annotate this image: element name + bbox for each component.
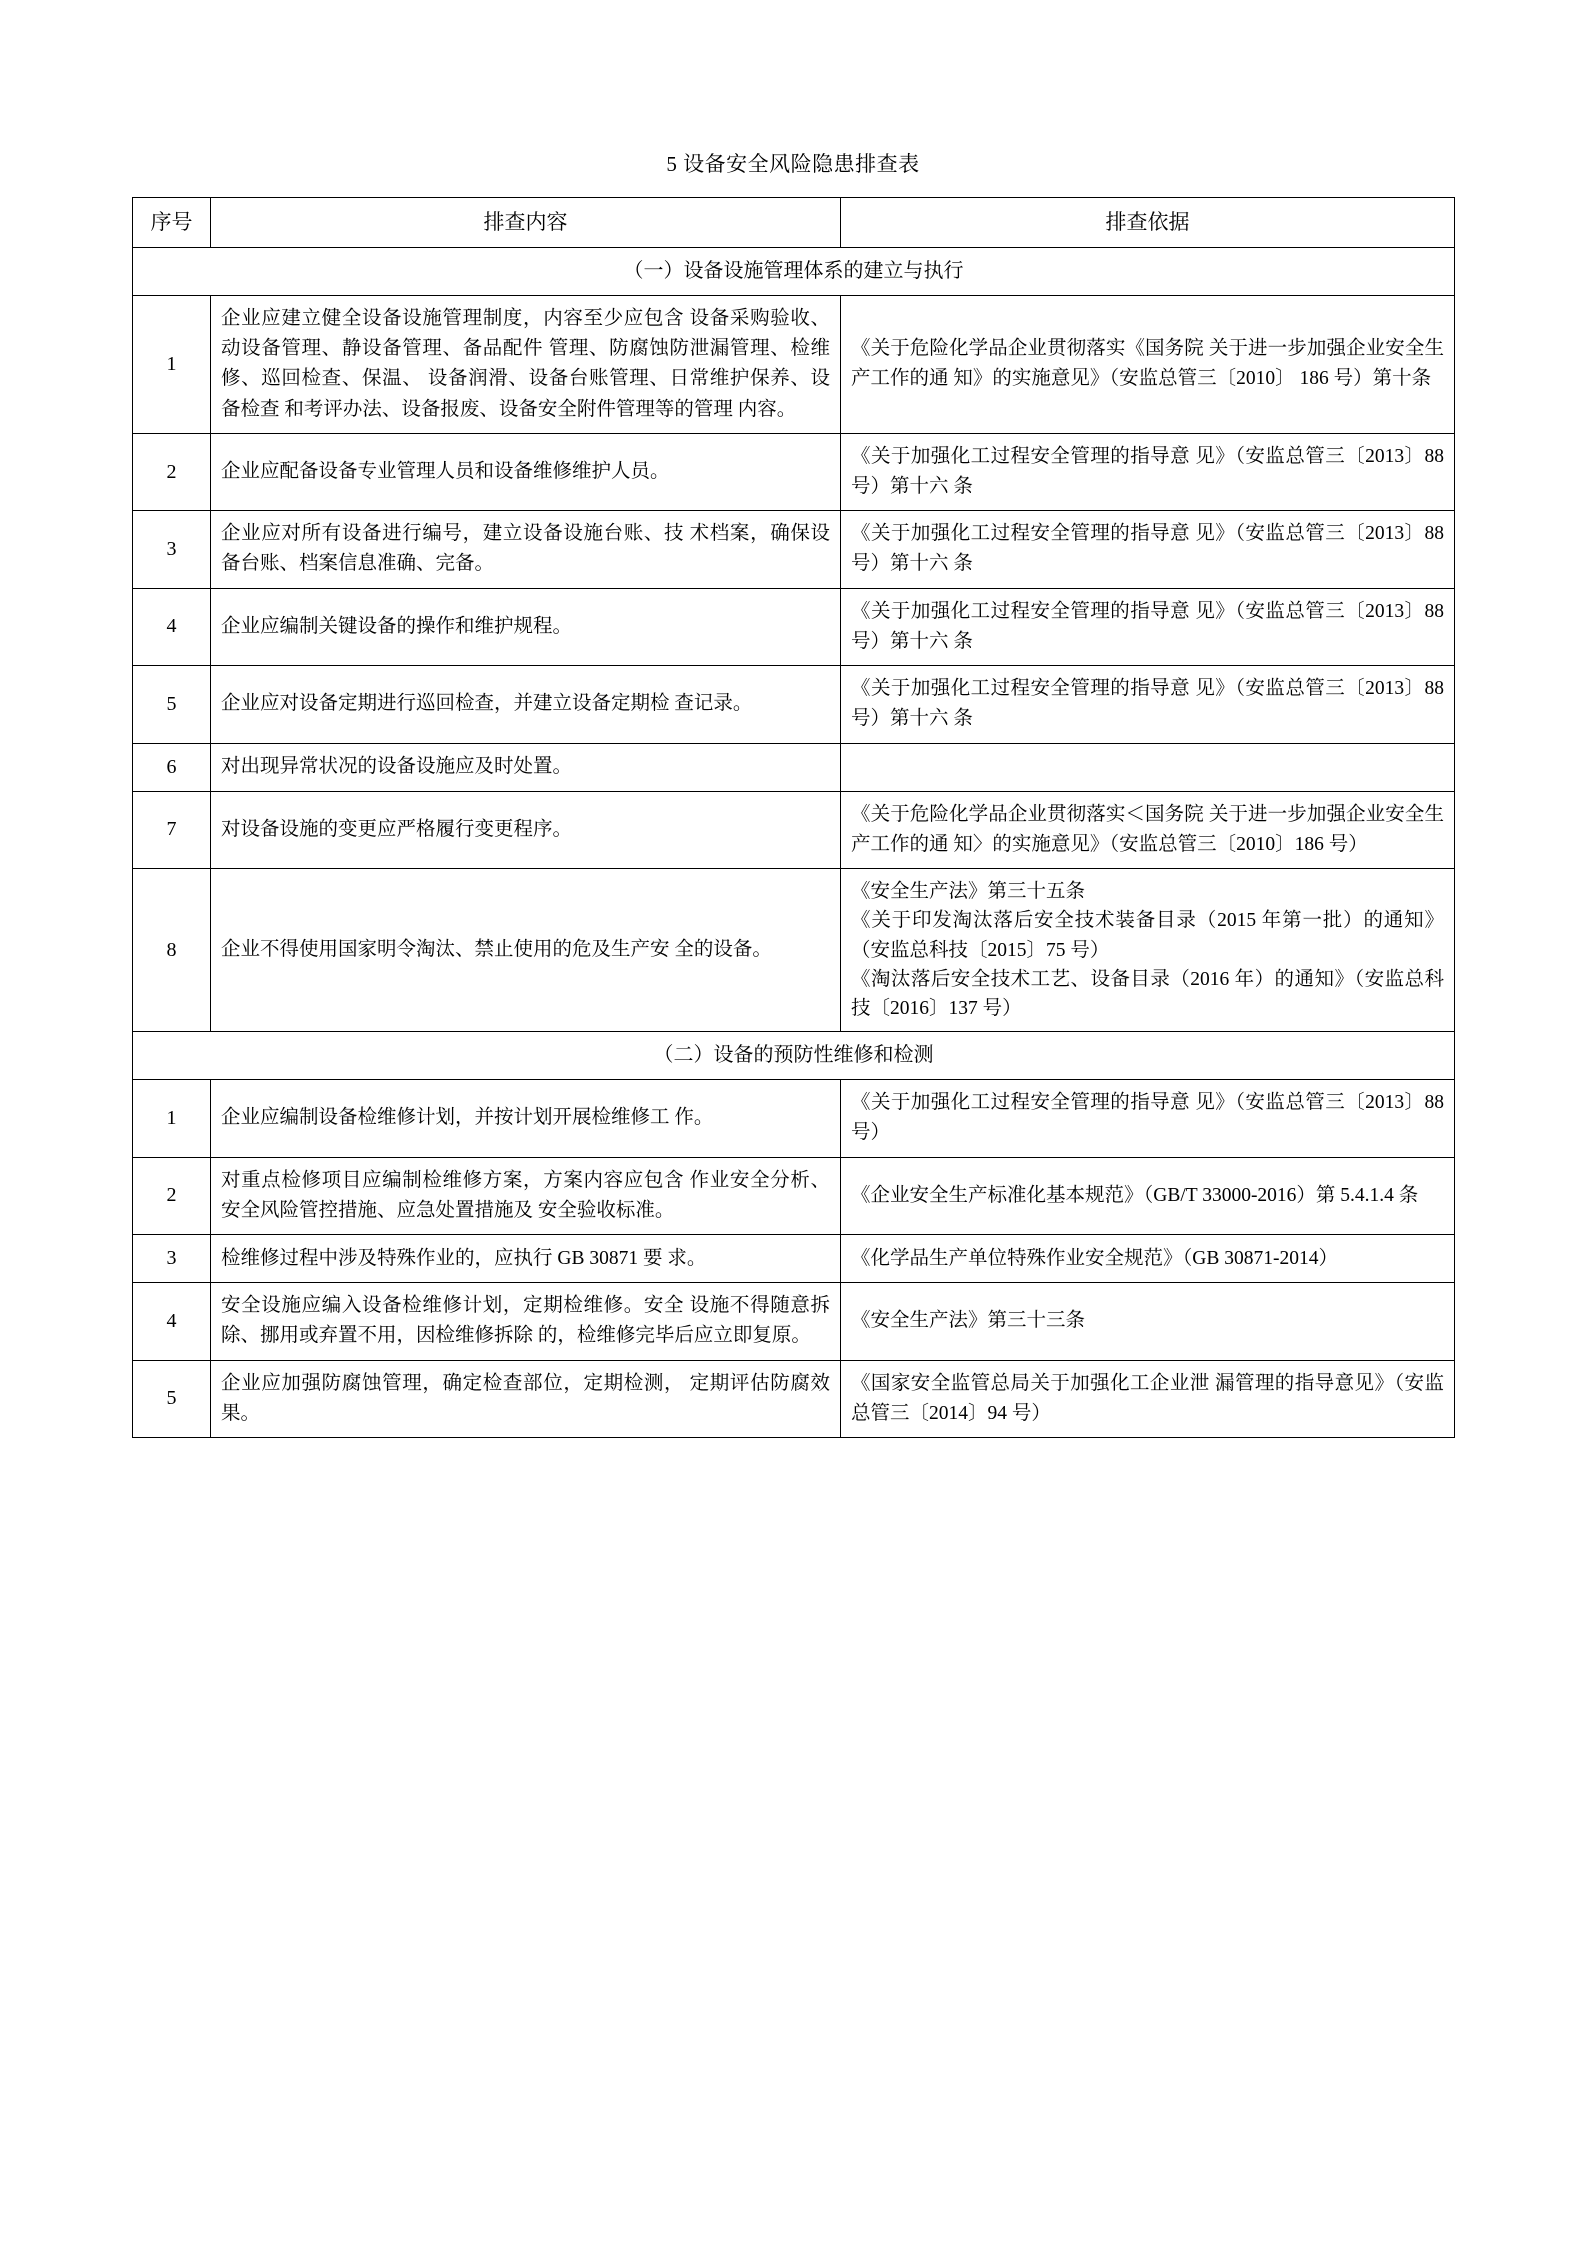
table-row <box>133 666 1455 743</box>
table-row <box>133 588 1455 665</box>
basis-line: 《淘汰落后安全技术工艺、设备目录（2016 年）的通知》（安监总科技〔2016〕137 号） <box>851 968 1444 1019</box>
row-no: 6 <box>133 743 211 791</box>
row-no: 5 <box>133 666 211 743</box>
row-basis: 《关于加强化工过程安全管理的指导意 见》（安监总管三〔2013〕88 号） <box>841 1080 1455 1157</box>
row-content: 检维修过程中涉及特殊作业的，应执行 GB 30871 要 求。 <box>211 1235 841 1283</box>
row-basis: 《关于加强化工过程安全管理的指导意 见》（安监总管三〔2013〕88 号）第十六 条 <box>841 433 1455 510</box>
row-no: 5 <box>133 1360 211 1437</box>
section-heading: （一）设备设施管理体系的建立与执行 <box>133 247 1455 295</box>
table-row <box>133 295 1455 433</box>
section-heading-row <box>133 1032 1455 1080</box>
section-heading-row <box>133 247 1455 295</box>
row-content: 企业应建立健全设备设施管理制度，内容至少应包含 设备采购验收、动设备管理、静设备管理、备品配件 管理、防腐蚀防泄漏管理、检维修、巡回检查、保温、 设备润滑、设备台账管理、日常维护保养、设备检查 和考评办法、设备报废、设备安全附件管理等的管理 内容。 <box>211 295 841 433</box>
row-basis: 《国家安全监管总局关于加强化工企业泄 漏管理的指导意见》（安监总管三〔2014〕94 号） <box>841 1360 1455 1437</box>
row-content: 企业应配备设备专业管理人员和设备维修维护人员。 <box>211 433 841 510</box>
row-basis: 《安全生产法》第三十三条 <box>841 1283 1455 1360</box>
row-no: 8 <box>133 869 211 1032</box>
basis-line: 《关于印发淘汰落后安全技术装备目录（2015 年第一批）的通知》（安监总科技〔2015〕75 号） <box>851 910 1444 961</box>
table-row <box>133 743 1455 791</box>
table-row <box>133 1283 1455 1360</box>
risk-checklist-table <box>132 197 1455 1438</box>
column-header-no: 序号 <box>133 198 211 248</box>
row-content: 对出现异常状况的设备设施应及时处置。 <box>211 743 841 791</box>
table-row <box>133 1157 1455 1234</box>
row-basis: 《企业安全生产标准化基本规范》（GB/T 33000-2016）第 5.4.1.4 条 <box>841 1157 1455 1234</box>
table-row <box>133 1080 1455 1157</box>
table-row <box>133 869 1455 1032</box>
table-row <box>133 1360 1455 1437</box>
column-header-basis: 排查依据 <box>841 198 1455 248</box>
basis-line: 《安全生产法》第三十五条 <box>851 881 1086 902</box>
row-content: 安全设施应编入设备检维修计划，定期检维修。安全 设施不得随意拆除、挪用或弃置不用，因检维修拆除 的，检维修完毕后应立即复原。 <box>211 1283 841 1360</box>
table-row <box>133 433 1455 510</box>
row-no: 3 <box>133 511 211 588</box>
row-basis <box>841 743 1455 791</box>
row-content: 对重点检修项目应编制检维修方案，方案内容应包含 作业安全分析、安全风险管控措施、应急处置措施及 安全验收标准。 <box>211 1157 841 1234</box>
row-no: 2 <box>133 433 211 510</box>
row-content: 企业应对设备定期进行巡回检查，并建立设备定期检 查记录。 <box>211 666 841 743</box>
row-basis: 《关于危险化学品企业贯彻落实＜国务院 关于进一步加强企业安全生产工作的通 知〉的实施意见》（安监总管三〔2010〕186 号） <box>841 791 1455 868</box>
row-basis: 《关于加强化工过程安全管理的指导意 见》（安监总管三〔2013〕88 号）第十六 条 <box>841 666 1455 743</box>
row-content: 企业应加强防腐蚀管理，确定检查部位，定期检测， 定期评估防腐效果。 <box>211 1360 841 1437</box>
row-no: 2 <box>133 1157 211 1234</box>
table-header-row <box>133 198 1455 248</box>
row-no: 7 <box>133 791 211 868</box>
row-no: 4 <box>133 588 211 665</box>
row-basis: 《化学品生产单位特殊作业安全规范》（GB 30871-2014） <box>841 1235 1455 1283</box>
row-basis <box>841 869 1455 1032</box>
row-no: 3 <box>133 1235 211 1283</box>
row-content: 企业应编制关键设备的操作和维护规程。 <box>211 588 841 665</box>
row-basis: 《关于危险化学品企业贯彻落实《国务院 关于进一步加强企业安全生产工作的通 知》的实施意见》（安监总管三〔2010〕 186 号）第十条 <box>841 295 1455 433</box>
row-content: 企业不得使用国家明令淘汰、禁止使用的危及生产安 全的设备。 <box>211 869 841 1032</box>
row-content: 企业应编制设备检维修计划，并按计划开展检维修工 作。 <box>211 1080 841 1157</box>
row-no: 1 <box>133 295 211 433</box>
row-basis: 《关于加强化工过程安全管理的指导意 见》（安监总管三〔2013〕88 号）第十六 条 <box>841 588 1455 665</box>
row-basis: 《关于加强化工过程安全管理的指导意 见》（安监总管三〔2013〕88 号）第十六 条 <box>841 511 1455 588</box>
row-no: 1 <box>133 1080 211 1157</box>
section-heading: （二）设备的预防性维修和检测 <box>133 1032 1455 1080</box>
row-content: 企业应对所有设备进行编号，建立设备设施台账、技 术档案，确保设备台账、档案信息准确、完备。 <box>211 511 841 588</box>
table-row <box>133 791 1455 868</box>
row-content: 对设备设施的变更应严格履行变更程序。 <box>211 791 841 868</box>
table-row <box>133 1235 1455 1283</box>
table-row <box>133 511 1455 588</box>
column-header-content: 排查内容 <box>211 198 841 248</box>
row-no: 4 <box>133 1283 211 1360</box>
page-title: 5 设备安全风险隐患排查表 <box>666 152 920 176</box>
